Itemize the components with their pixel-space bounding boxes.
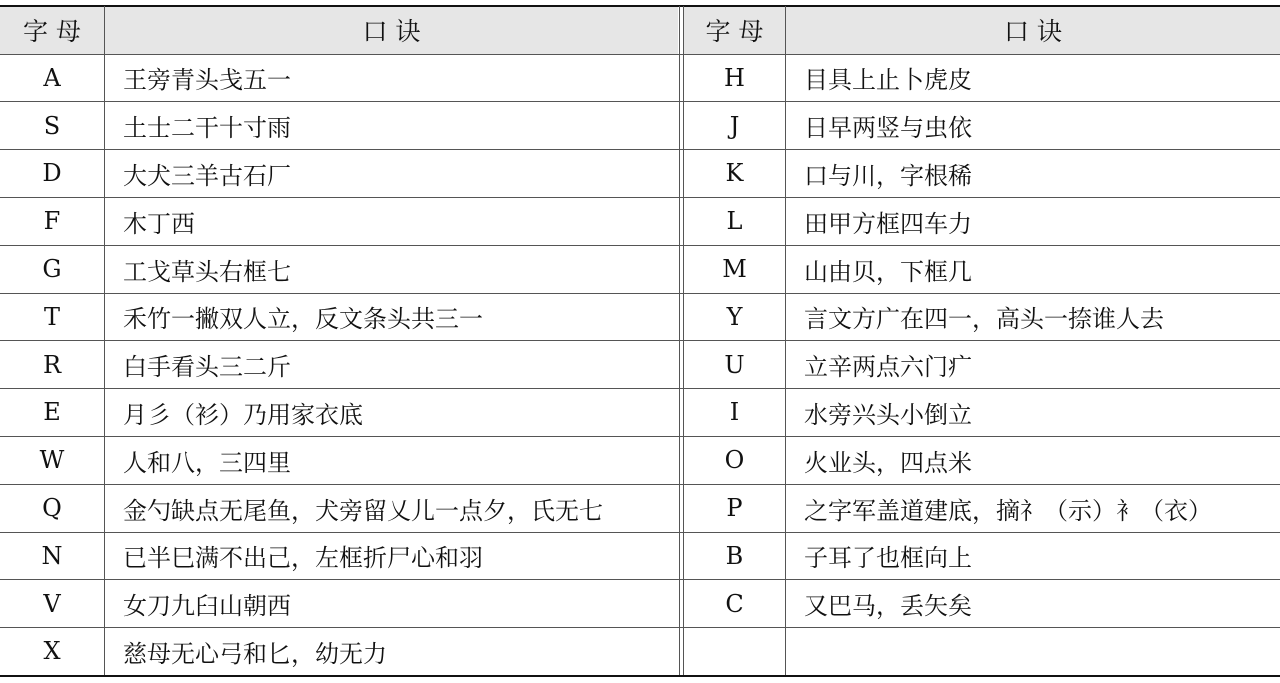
letter-cell: H [724,63,745,92]
formula-cell: 立辛两点六门疒 [804,353,972,382]
letter-cell: T [43,302,60,331]
letter-cell: A [43,63,61,92]
formula-cell: 之字军盖道建底，摘礻（示）衤（衣） [804,496,1212,525]
row-divider [0,484,1280,485]
letter-cell: J [729,111,740,140]
formula-cell: 火业头，四点米 [804,448,972,477]
letter-cell: K [725,159,744,188]
letter-cell: X [43,637,61,666]
letter-cell: O [724,446,745,475]
letter-cell: Y [726,302,743,331]
formula-cell: 女刀九臼山朝西 [123,592,291,621]
column-divider [104,6,105,675]
row-divider [0,388,1280,389]
formula-cell: 水旁兴头小倒立 [804,400,972,429]
formula-cell: 王旁青头戋五一 [123,66,291,95]
header-formula-left: 口 诀 [105,6,678,54]
row-divider [0,340,1280,341]
formula-cell: 田甲方框四车力 [804,209,972,238]
row-divider [0,293,1280,294]
formula-cell: 口与川，字根稀 [804,161,972,190]
center-divider-a [679,6,680,675]
row-divider [0,54,1280,55]
formula-cell: 子耳了也框向上 [804,544,972,573]
formula-cell: 慈母无心弓和匕，幼无力 [123,639,387,668]
letter-cell: E [43,398,61,427]
letter-cell: L [726,207,743,236]
row-divider [0,197,1280,198]
row-divider [0,101,1280,102]
formula-cell: 山由贝，下框几 [804,257,972,286]
formula-cell: 又巴马，丢矢矣 [804,592,972,621]
letter-cell: M [722,255,747,284]
formula-cell: 工戈草头右框七 [123,257,291,286]
row-divider [0,436,1280,437]
formula-cell: 月彡（衫）乃用家衣底 [123,400,363,429]
letter-cell: D [42,159,62,188]
formula-cell [786,628,1280,676]
formula-cell: 土士二干十寸雨 [123,114,291,143]
row-divider [0,627,1280,628]
letter-cell: V [43,589,61,618]
formula-cell: 禾竹一撇双人立，反文条头共三一 [123,305,483,334]
column-divider [785,6,786,675]
row-divider [0,532,1280,533]
letter-cell: C [725,589,744,618]
formula-cell: 目具上止卜虎皮 [804,66,972,95]
letter-cell: U [724,350,745,379]
row-divider [0,579,1280,580]
formula-cell: 人和八，三四里 [123,448,291,477]
table-top-border [0,5,1280,7]
letter-cell: P [726,494,743,523]
formula-cell: 大犬三羊古石厂 [123,161,291,190]
formula-cell: 白手看头三二斤 [123,353,291,382]
letter-cell: R [42,350,62,379]
letter-cell: W [39,446,65,475]
letter-cell: G [42,255,62,284]
header-formula-right: 口 诀 [786,6,1280,54]
letter-cell: Q [42,494,62,523]
formula-cell: 已半巳满不出己，左框折尸心和羽 [123,544,483,573]
row-divider [0,149,1280,150]
header-letter-right: 字 母 [684,6,785,54]
formula-cell: 言文方广在四一，高头一捺谁人去 [804,305,1164,334]
letter-cell [684,628,785,676]
letter-cell: I [729,398,740,427]
letter-cell: N [41,541,63,570]
center-divider-b [683,6,684,675]
letter-cell: F [43,207,61,236]
formula-cell: 日早两竖与虫依 [804,114,972,143]
formula-cell: 金勺缺点无尾鱼，犬旁留乂儿一点夕，氏无七 [123,496,603,525]
header-letter-left: 字 母 [0,6,104,54]
letter-cell: B [725,541,744,570]
letter-cell: S [43,111,61,140]
formula-cell: 木丁西 [123,209,195,238]
table-bottom-border [0,675,1280,677]
row-divider [0,245,1280,246]
